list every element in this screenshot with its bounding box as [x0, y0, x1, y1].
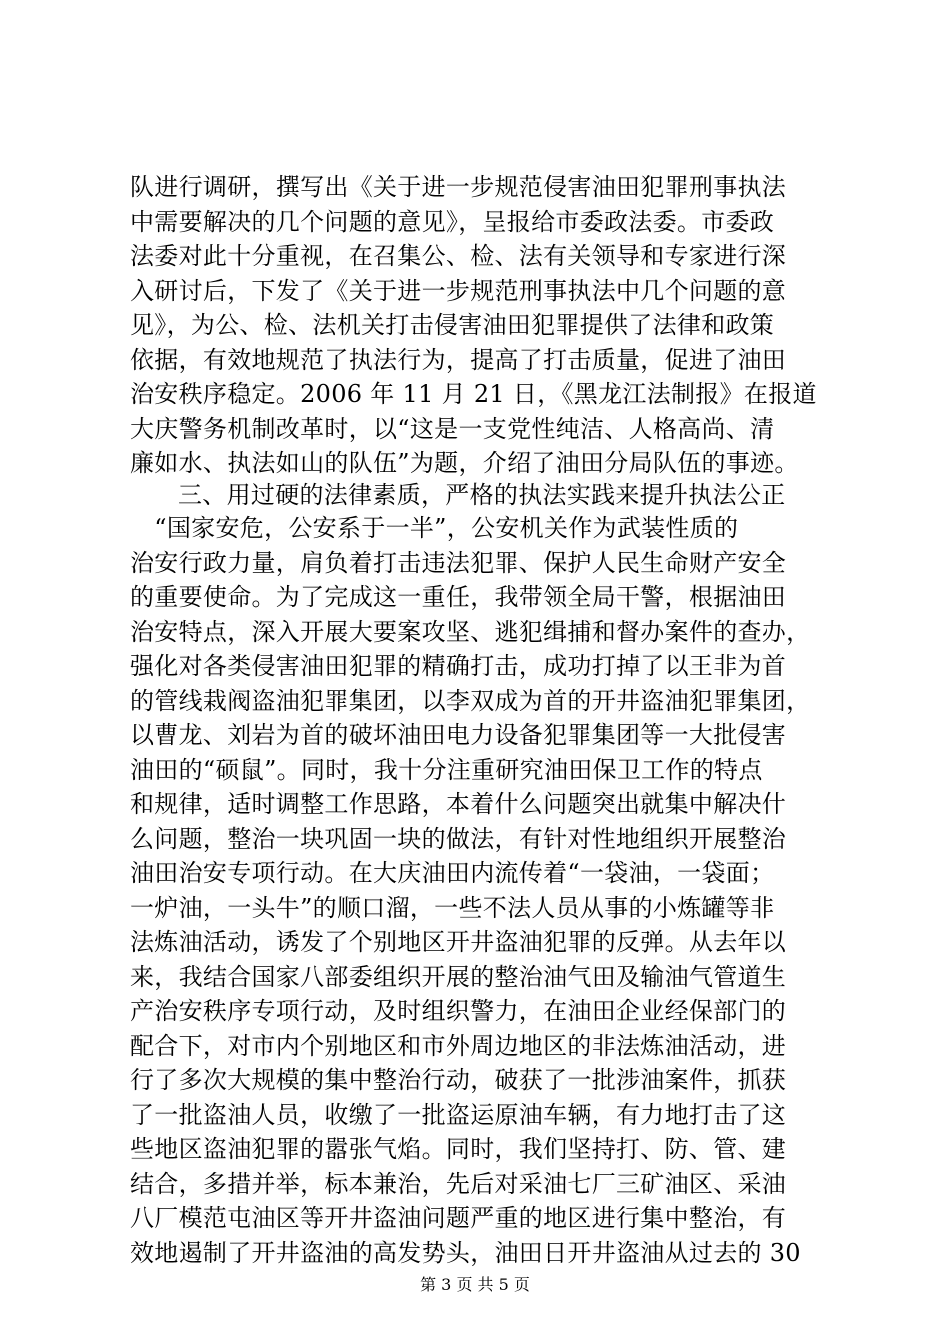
text-line: 结合，多措并举，标本兼治，先后对采油七厂三矿油区、采油 [130, 1169, 787, 1198]
text-line: 治安行政力量，肩负着打击违法犯罪、保护人民生命财产安全 [130, 548, 787, 577]
text-line: 依据，有效地规范了执法行为，提高了打击质量，促进了油田 [130, 345, 787, 374]
text-line: 八厂模范屯油区等开井盗油问题严重的地区进行集中整治，有 [130, 1204, 787, 1232]
page-number-footer: 第 3 页 共 5 页 [420, 1275, 530, 1294]
text-line: 的管线栽阀盗油犯罪集团，以李双成为首的开井盗油犯罪集团， [130, 686, 811, 715]
text-line: 来，我结合国家八部委组织开展的整治油气田及输油气管道生 [130, 962, 787, 991]
text-line: 法炼油活动，诱发了个别地区开井盗油犯罪的反弹。从去年以 [130, 928, 787, 956]
text-line: 大庆警务机制改革时，以“这是一支党性纯洁、人格高尚、清 [130, 414, 775, 443]
text-line: 治安秩序稳定。2006 年 11 月 21 日，《黑龙江法制报》在报道 [130, 380, 817, 408]
text-line: 油田的“硕鼠”。同时，我十分注重研究油田保卫工作的特点 [130, 755, 763, 784]
paragraph-1 [130, 170, 830, 481]
text-line: 入研讨后，下发了《关于进一步规范刑事执法中几个问题的意 [130, 276, 787, 305]
text-line: 效地遏制了开井盗油的高发势头，油田日开井盗油从过去的 30 [130, 1238, 801, 1267]
text-line: 配合下，对市内个别地区和市外周边地区的非法炼油活动，进 [130, 1031, 787, 1060]
text-line: 强化对各类侵害油田犯罪的精确打击，成功打掉了以王非为首 [130, 652, 787, 680]
text-line: 队进行调研，撰写出《关于进一步规范侵害油田犯罪刑事执法 [130, 173, 787, 201]
text-line: 些地区盗油犯罪的嚣张气焰。同时，我们坚持打、防、管、建 [130, 1135, 787, 1163]
text-line: 么问题，整治一块巩固一块的做法，有针对性地组织开展整治 [130, 824, 787, 853]
text-line: 了一批盗油人员，收缴了一批盗运原油车辆，有力地打击了这 [130, 1100, 787, 1129]
text-line: 一炉油，一头牛”的顺口溜，一些不法人员从事的小炼罐等非 [130, 893, 775, 922]
text-line: 廉如水、执法如山的队伍”为题，介绍了油田分局队伍的事迹。 [130, 449, 799, 477]
text-line: “国家安危，公安系于一半”，公安机关作为武装性质的 [130, 514, 739, 542]
text-line: 油田治安专项行动。在大庆油田内流传着“一袋油，一袋面； [130, 859, 775, 887]
paragraph-2 [130, 511, 830, 1270]
text-line: 见》，为公、检、法机关打击侵害油田犯罪提供了法律和政策 [130, 311, 775, 339]
text-line: 的重要使命。为了完成这一重任，我带领全局干警，根据油田 [130, 583, 787, 611]
text-line: 以曹龙、刘岩为首的破坏油田电力设备犯罪集团等一大批侵害 [130, 721, 787, 749]
text-line: 中需要解决的几个问题的意见》，呈报给市委政法委。市委政 [130, 207, 775, 236]
text-line: 法委对此十分重视，在召集公、检、法有关领导和专家进行深 [130, 242, 787, 270]
text-line: 产治安秩序专项行动，及时组织警力，在油田企业经保部门的 [130, 997, 787, 1025]
section-heading-text: 三、用过硬的法律素质，严格的执法实践来提升执法公正 [178, 481, 786, 509]
text-line: 和规律，适时调整工作思路，本着什么问题突出就集中解决什 [130, 790, 787, 818]
section-heading [178, 478, 878, 513]
text-line: 治安特点，深入开展大要案攻坚、逃犯缉捕和督办案件的查办， [130, 617, 811, 646]
text-line: 行了多次大规模的集中整治行动，破获了一批涉油案件，抓获 [130, 1066, 787, 1094]
